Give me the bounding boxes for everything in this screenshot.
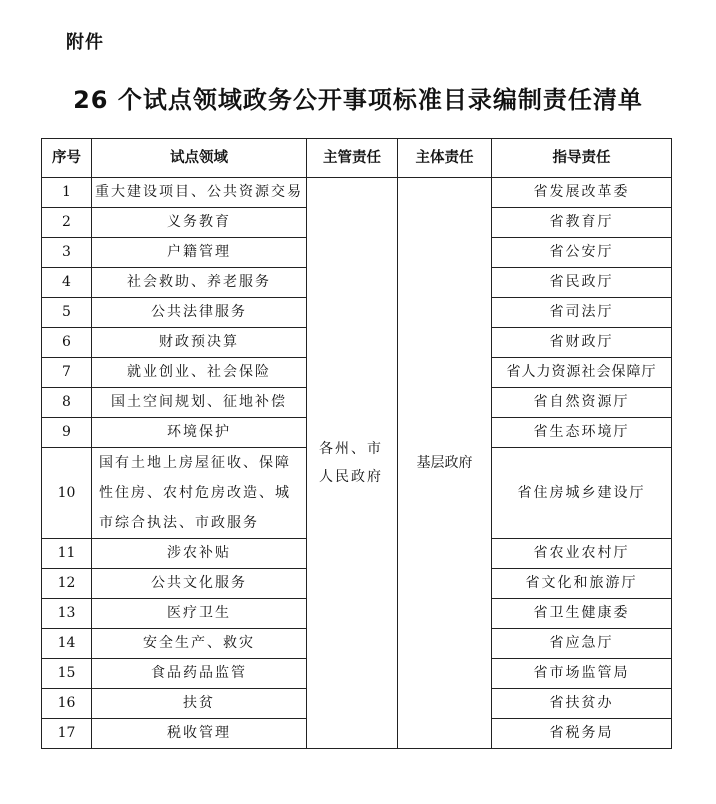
row-field: 社会救助、养老服务: [92, 268, 307, 298]
row-field: 财政预决算: [92, 328, 307, 358]
row-number: 6: [42, 328, 92, 358]
row-number: 7: [42, 358, 92, 388]
row-guide: 省人力资源社会保障厅: [492, 358, 672, 388]
row-field: 扶贫: [92, 689, 307, 719]
row-number: 4: [42, 268, 92, 298]
header-field: 试点领域: [92, 139, 307, 178]
row-number: 5: [42, 298, 92, 328]
row-field: 安全生产、救灾: [92, 629, 307, 659]
row-field: 涉农补贴: [92, 539, 307, 569]
row-number: 2: [42, 208, 92, 238]
row-guide: 省司法厅: [492, 298, 672, 328]
row-guide: 省公安厅: [492, 238, 672, 268]
header-no: 序号: [42, 139, 92, 178]
row-number: 1: [42, 178, 92, 208]
row-field: 医疗卫生: [92, 599, 307, 629]
row-field: 食品药品监管: [92, 659, 307, 689]
row-number: 14: [42, 629, 92, 659]
row-number: 9: [42, 418, 92, 448]
row-field: 义务教育: [92, 208, 307, 238]
subject-responsibility-cell: 基层政府: [398, 178, 492, 749]
row-guide: 省财政厅: [492, 328, 672, 358]
header-subject: 主体责任: [398, 139, 492, 178]
page-title: 26 个试点领域政务公开事项标准目录编制责任清单: [73, 86, 643, 114]
row-guide: 省卫生健康委: [492, 599, 672, 629]
row-number: 8: [42, 388, 92, 418]
row-field: 户籍管理: [92, 238, 307, 268]
row-number: 16: [42, 689, 92, 719]
row-number: 3: [42, 238, 92, 268]
row-guide: 省农业农村厅: [492, 539, 672, 569]
table-header-row: [42, 139, 672, 178]
responsibility-table: [41, 138, 672, 749]
main-responsibility-cell: 各州、市人民政府: [307, 178, 398, 749]
row-field: 税收管理: [92, 719, 307, 749]
row-number: 13: [42, 599, 92, 629]
row-field: 重大建设项目、公共资源交易: [92, 178, 307, 208]
row-field: 国有土地上房屋征收、保障性住房、农村危房改造、城市综合执法、市政服务: [92, 448, 307, 539]
row-guide: 省住房城乡建设厅: [492, 448, 672, 539]
row-field: 公共法律服务: [92, 298, 307, 328]
row-guide: 省税务局: [492, 719, 672, 749]
table-row: [42, 178, 672, 208]
row-guide: 省文化和旅游厅: [492, 569, 672, 599]
row-guide: 省民政厅: [492, 268, 672, 298]
row-guide: 省应急厅: [492, 629, 672, 659]
row-number: 12: [42, 569, 92, 599]
row-field: 环境保护: [92, 418, 307, 448]
row-guide: 省市场监管局: [492, 659, 672, 689]
row-field: 就业创业、社会保险: [92, 358, 307, 388]
row-field: 国土空间规划、征地补偿: [92, 388, 307, 418]
row-guide: 省发展改革委: [492, 178, 672, 208]
row-guide: 省扶贫办: [492, 689, 672, 719]
attachment-label: 附件: [66, 32, 104, 53]
row-number: 10: [42, 448, 92, 539]
header-main: 主管责任: [307, 139, 398, 178]
header-guide: 指导责任: [492, 139, 672, 178]
row-number: 17: [42, 719, 92, 749]
row-guide: 省生态环境厅: [492, 418, 672, 448]
row-guide: 省教育厅: [492, 208, 672, 238]
row-number: 15: [42, 659, 92, 689]
row-field: 公共文化服务: [92, 569, 307, 599]
row-guide: 省自然资源厅: [492, 388, 672, 418]
row-number: 11: [42, 539, 92, 569]
